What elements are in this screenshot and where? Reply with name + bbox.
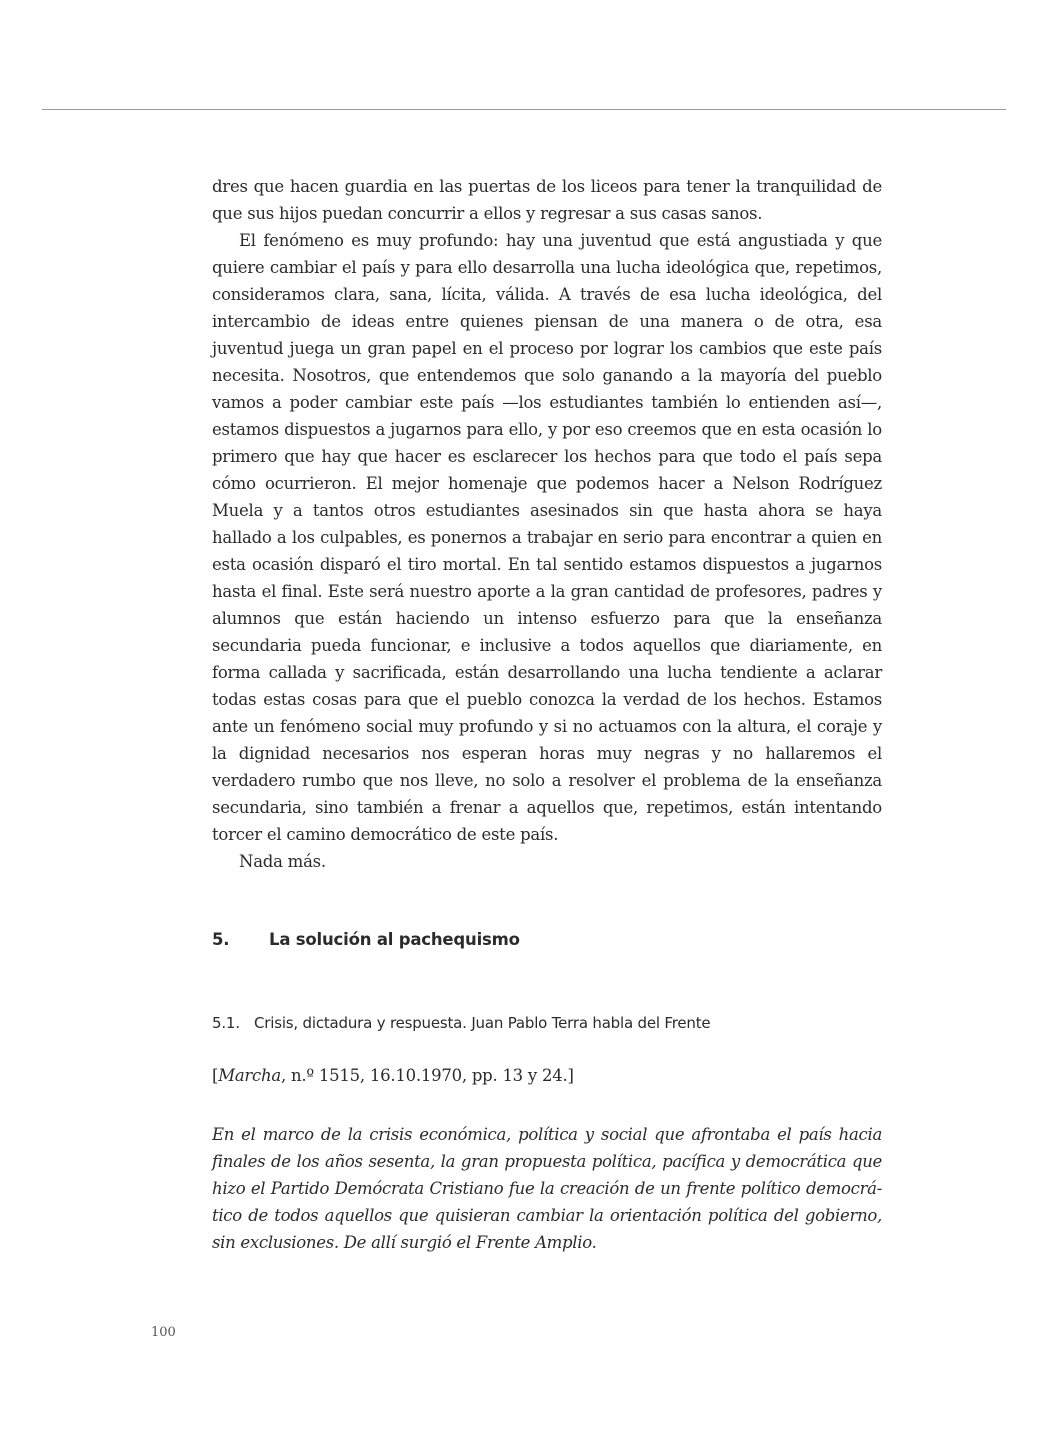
paragraph-main: El fenómeno es muy profundo: hay una juventud que está angustiada y que quiere cambiar el país y para ello desarrolla una lucha ideológica que, repetimos, consideramos clara, sana, lícita, válida. A través de esa lucha ideológica, del intercambio de ideas entre quienes piensan de una manera o de otra, esa juventud juega un gran papel en el proceso por lograr los cambios que este país necesita. Nosotros, que entendemos que solo ganando a la mayoría del pueblo vamos a poder cambiar este país —los estudiantes también lo entienden así—, estamos dispuestos a jugarnos para ello, y por eso creemos que en esta ocasión lo primero que hay que hacer es esclarecer los hechos para que todo el país sepa cómo ocurrieron. El mejor homenaje que podemos hacer a Nelson Rodríguez Muela y a tantos otros estudiantes asesinados sin que hasta ahora se haya hallado a los culpables, es ponernos a trabajar en serio para encontrar a quien en esta ocasión disparó el tiro mortal. En tal sentido estamos dispuestos a jugarnos hasta el final. Este será nuestro aporte a la gran cantidad de profesores, padres y alumnos que están haciendo un intenso esfuerzo para que la enseñanza secundaria pueda funcionar, e inclusive a todos aquellos que diariamente, en forma callada y sacrificada, están desarrollando una lucha tendiente a aclarar todas estas cosas para que el pueblo conozca la verdad de los hechos. Estamos ante un fenómeno social muy profundo y si no actuamos con la altura, el coraje y la dignidad necesarios nos esperan horas muy negras y no hallaremos el verdadero rumbo que nos lleve, no solo a resolver el problema de la enseñanza secundaria, sino también a frenar a aquellos que, repetimos, están intentando torcer el camino democrático de este país. bbox=[212, 231, 882, 844]
section-heading bbox=[212, 930, 882, 949]
paragraph-continued: dres que hacen guardia en las puertas de los liceos para tener la tranquilidad de que sus hijos puedan concurrir a ellos y regresar a sus casas sanos. bbox=[212, 177, 882, 223]
section-number: 5. bbox=[212, 930, 230, 949]
page-number: 100 bbox=[151, 1325, 176, 1340]
subsection-heading bbox=[212, 1014, 882, 1032]
header-rule bbox=[42, 109, 1006, 110]
citation-source: Marcha bbox=[218, 1066, 282, 1085]
subsection-number: 5.1. bbox=[212, 1014, 240, 1032]
intro-paragraph: En el marco de la crisis económica, política y social que afrontaba el país hacia finales de los años sesenta, la gran propuesta política, pacífica y democrática que hizo el Partido Demócrata Cristiano fue la creación de un frente político democrá-tico de todos aquellos que quisieran cambiar la orientación política del gobierno, sin exclusiones. De allí surgió el Frente Amplio. bbox=[212, 1125, 882, 1252]
body-text bbox=[212, 173, 882, 875]
citation-open: [ bbox=[212, 1066, 219, 1085]
citation-details: , n.º 1515, 16.10.1970, pp. 13 y 24.] bbox=[281, 1066, 574, 1085]
section-title: La solución al pachequismo bbox=[269, 930, 520, 949]
subsection-title: Crisis, dictadura y respuesta. Juan Pablo Terra habla del Frente bbox=[254, 1014, 711, 1032]
source-citation bbox=[212, 1066, 882, 1085]
paragraph-closing: Nada más. bbox=[239, 852, 326, 871]
